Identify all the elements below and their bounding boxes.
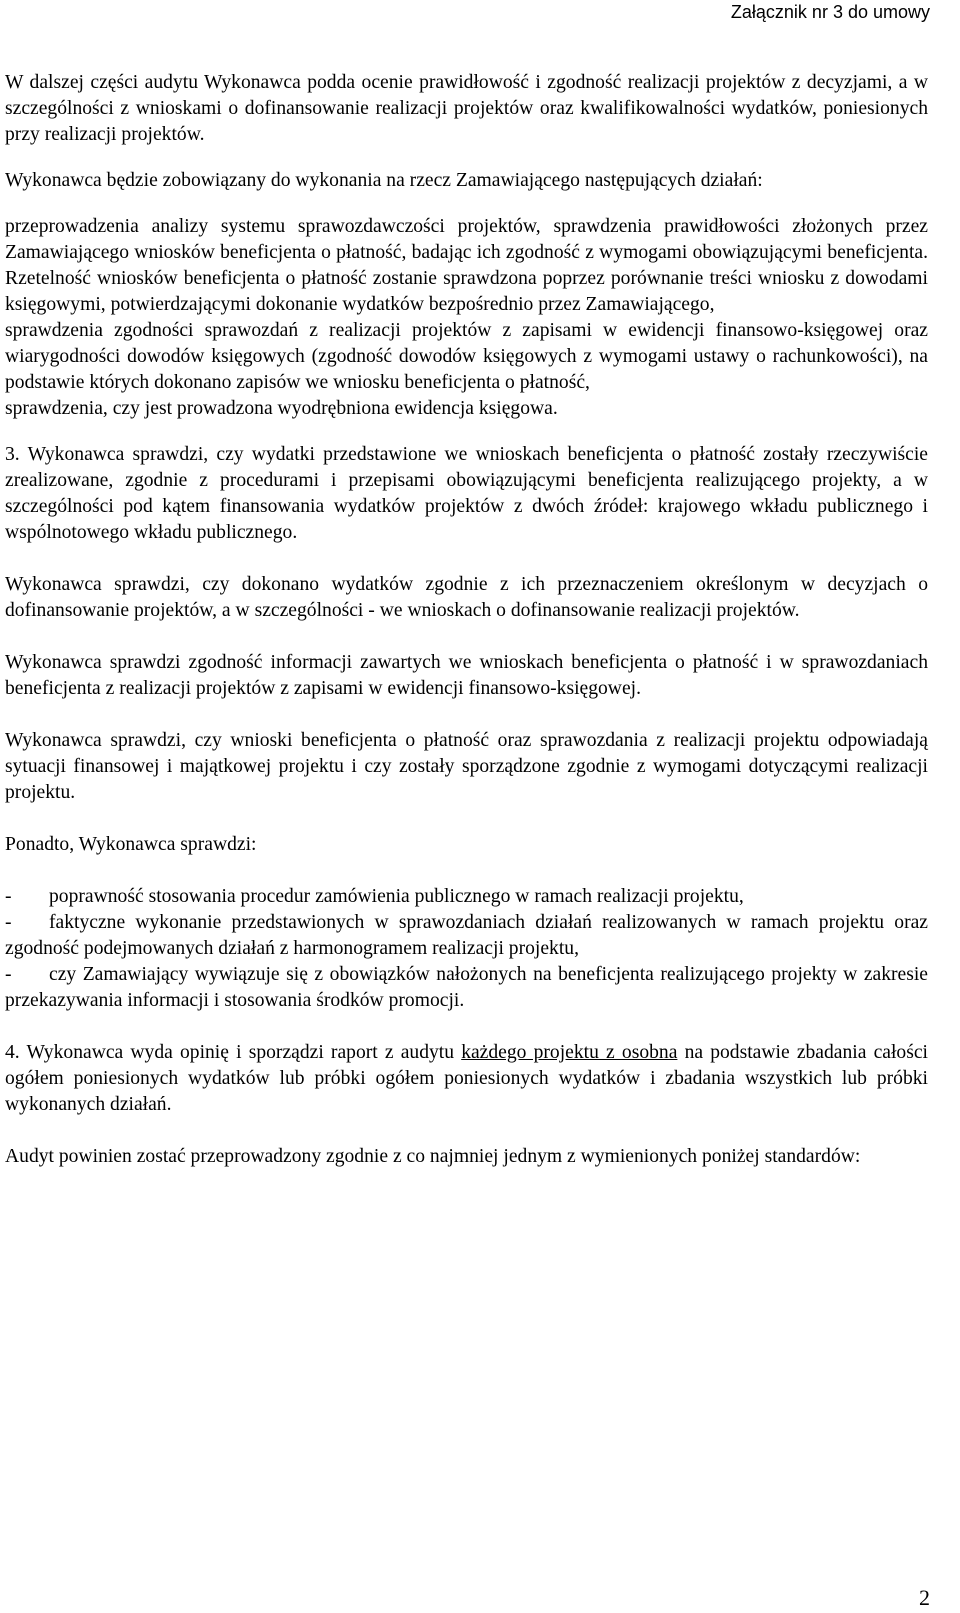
bullet-text: przeprowadzenia analizy systemu sprawozdawczości projektów, sprawdzenia prawidłowości złożonych przez Zamawiającego wniosków beneficjenta o płatność, badając ich zgodność z wymogami obowiązującymi beneficjenta. Rzetelność wniosków beneficjenta o płatność zostanie sprawdzona poprzez porównanie treści wniosku z dowodami księgowymi, potwierdzającymi dokonanie wydatków bezpośrednio przez Zamawiającego, — [5, 216, 928, 315]
dash-item-procurement — [5, 884, 928, 910]
paragraph-expenditure-purpose: Wykonawca sprawdzi, czy dokonano wydatków zgodnie z ich przeznaczeniem określonym w decyzjach o dofinansowanie projektów, a w szczególności - we wnioskach o dofinansowanie realizacji projektów. — [5, 574, 928, 621]
paragraph-section-3: 3. Wykonawca sprawdzi, czy wydatki przedstawione we wnioskach beneficjenta o płatność zostały rzeczywiście zrealizowane, zgodnie z procedurami i przepisami obowiązującymi beneficjenta realizującego projekty, a w szczególności pod kątem finansowania wydatków projektów z dwóch źródeł: krajowego wkładu publicznego i wspólnotowego wkładu publicznego. — [5, 444, 928, 543]
paragraph-information-consistency: Wykonawca sprawdzi zgodność informacji zawartych we wnioskach beneficjenta o płatność i w sprawozdaniach beneficjenta z realizacji projektów z zapisami w ewidencji finansowo-księgowej. — [5, 652, 928, 699]
bullet-item-report-consistency — [5, 318, 928, 396]
paragraph-additionally: Ponadto, Wykonawca sprawdzi: — [5, 834, 257, 855]
section-4-text-start: 4. Wykonawca wyda opinię i sporządzi raport z audytu — [5, 1042, 462, 1063]
attachment-header: Załącznik nr 3 do umowy — [730, 2, 930, 22]
dash-marker: - — [5, 912, 12, 933]
bullet-item-separate-accounting — [5, 396, 928, 422]
paragraph-audit-scope: W dalszej części audytu Wykonawca podda ocenie prawidłowość i zgodność realizacji projektów z decyzjami, a w szczególności z wnioskami o dofinansowanie realizacji projektów oraz kwalifikowalności wydatków, poniesionych przy realizacji projektów. — [5, 72, 928, 145]
dash-text: czy Zamawiający wywiązuje się z obowiązków nałożonych na beneficjenta realizującego projekty w zakresie przekazywania informacji i stosowania środków promocji. — [5, 964, 928, 1011]
paragraph-audit-standards: Audyt powinien zostać przeprowadzony zgodnie z co najmniej jednym z wymienionych poniżej standardów: — [5, 1146, 861, 1167]
dash-item-promotion-obligations — [5, 962, 928, 1014]
bullet-text: sprawdzenia zgodności sprawozdań z realizacji projektów z zapisami w ewidencji finansowo-księgowej oraz wiarygodności dowodów księgowych (zgodność dowodów księgowych z wymogami ustawy o rachunkowości), na podstawie których dokonano zapisów we wniosku beneficjenta o płatność, — [5, 320, 928, 393]
document-body — [5, 70, 928, 1170]
paragraph-contractor-obligations: Wykonawca będzie zobowiązany do wykonania na rzecz Zamawiającego następujących działań: — [5, 170, 763, 191]
dash-item-actual-execution — [5, 910, 928, 962]
bullet-item-reporting-analysis — [5, 214, 928, 318]
dash-text: poprawność stosowania procedur zamówienia publicznego w ramach realizacji projektu, — [49, 886, 744, 907]
paragraph-section-4 — [5, 1040, 928, 1118]
bullet-text: sprawdzenia, czy jest prowadzona wyodrębniona ewidencja księgowa. — [5, 398, 558, 419]
page-number: 2 — [919, 1585, 930, 1610]
section-4-text-end: na podstawie zbadania całości ogółem poniesionych wydatków lub próbki ogółem poniesionych wydatków i zbadania wszystkich lub próbki wykonanych działań. — [5, 1042, 928, 1115]
underlined-each-project: każdego projektu z osobna — [461, 1042, 678, 1063]
dash-marker: - — [5, 964, 12, 985]
dash-marker: - — [5, 886, 12, 907]
dash-text: faktyczne wykonanie przedstawionych w sprawozdaniach działań realizowanych w ramach projektu oraz zgodność podejmowanych działań z harmonogramem realizacji projektu, — [5, 912, 928, 959]
paragraph-financial-situation: Wykonawca sprawdzi, czy wnioski beneficjenta o płatność oraz sprawozdania z realizacji projektu odpowiadają sytuacji finansowej i majątkowej projektu i czy zostały sporządzone zgodnie z wymogami dotyczącymi realizacji projektu. — [5, 730, 928, 803]
